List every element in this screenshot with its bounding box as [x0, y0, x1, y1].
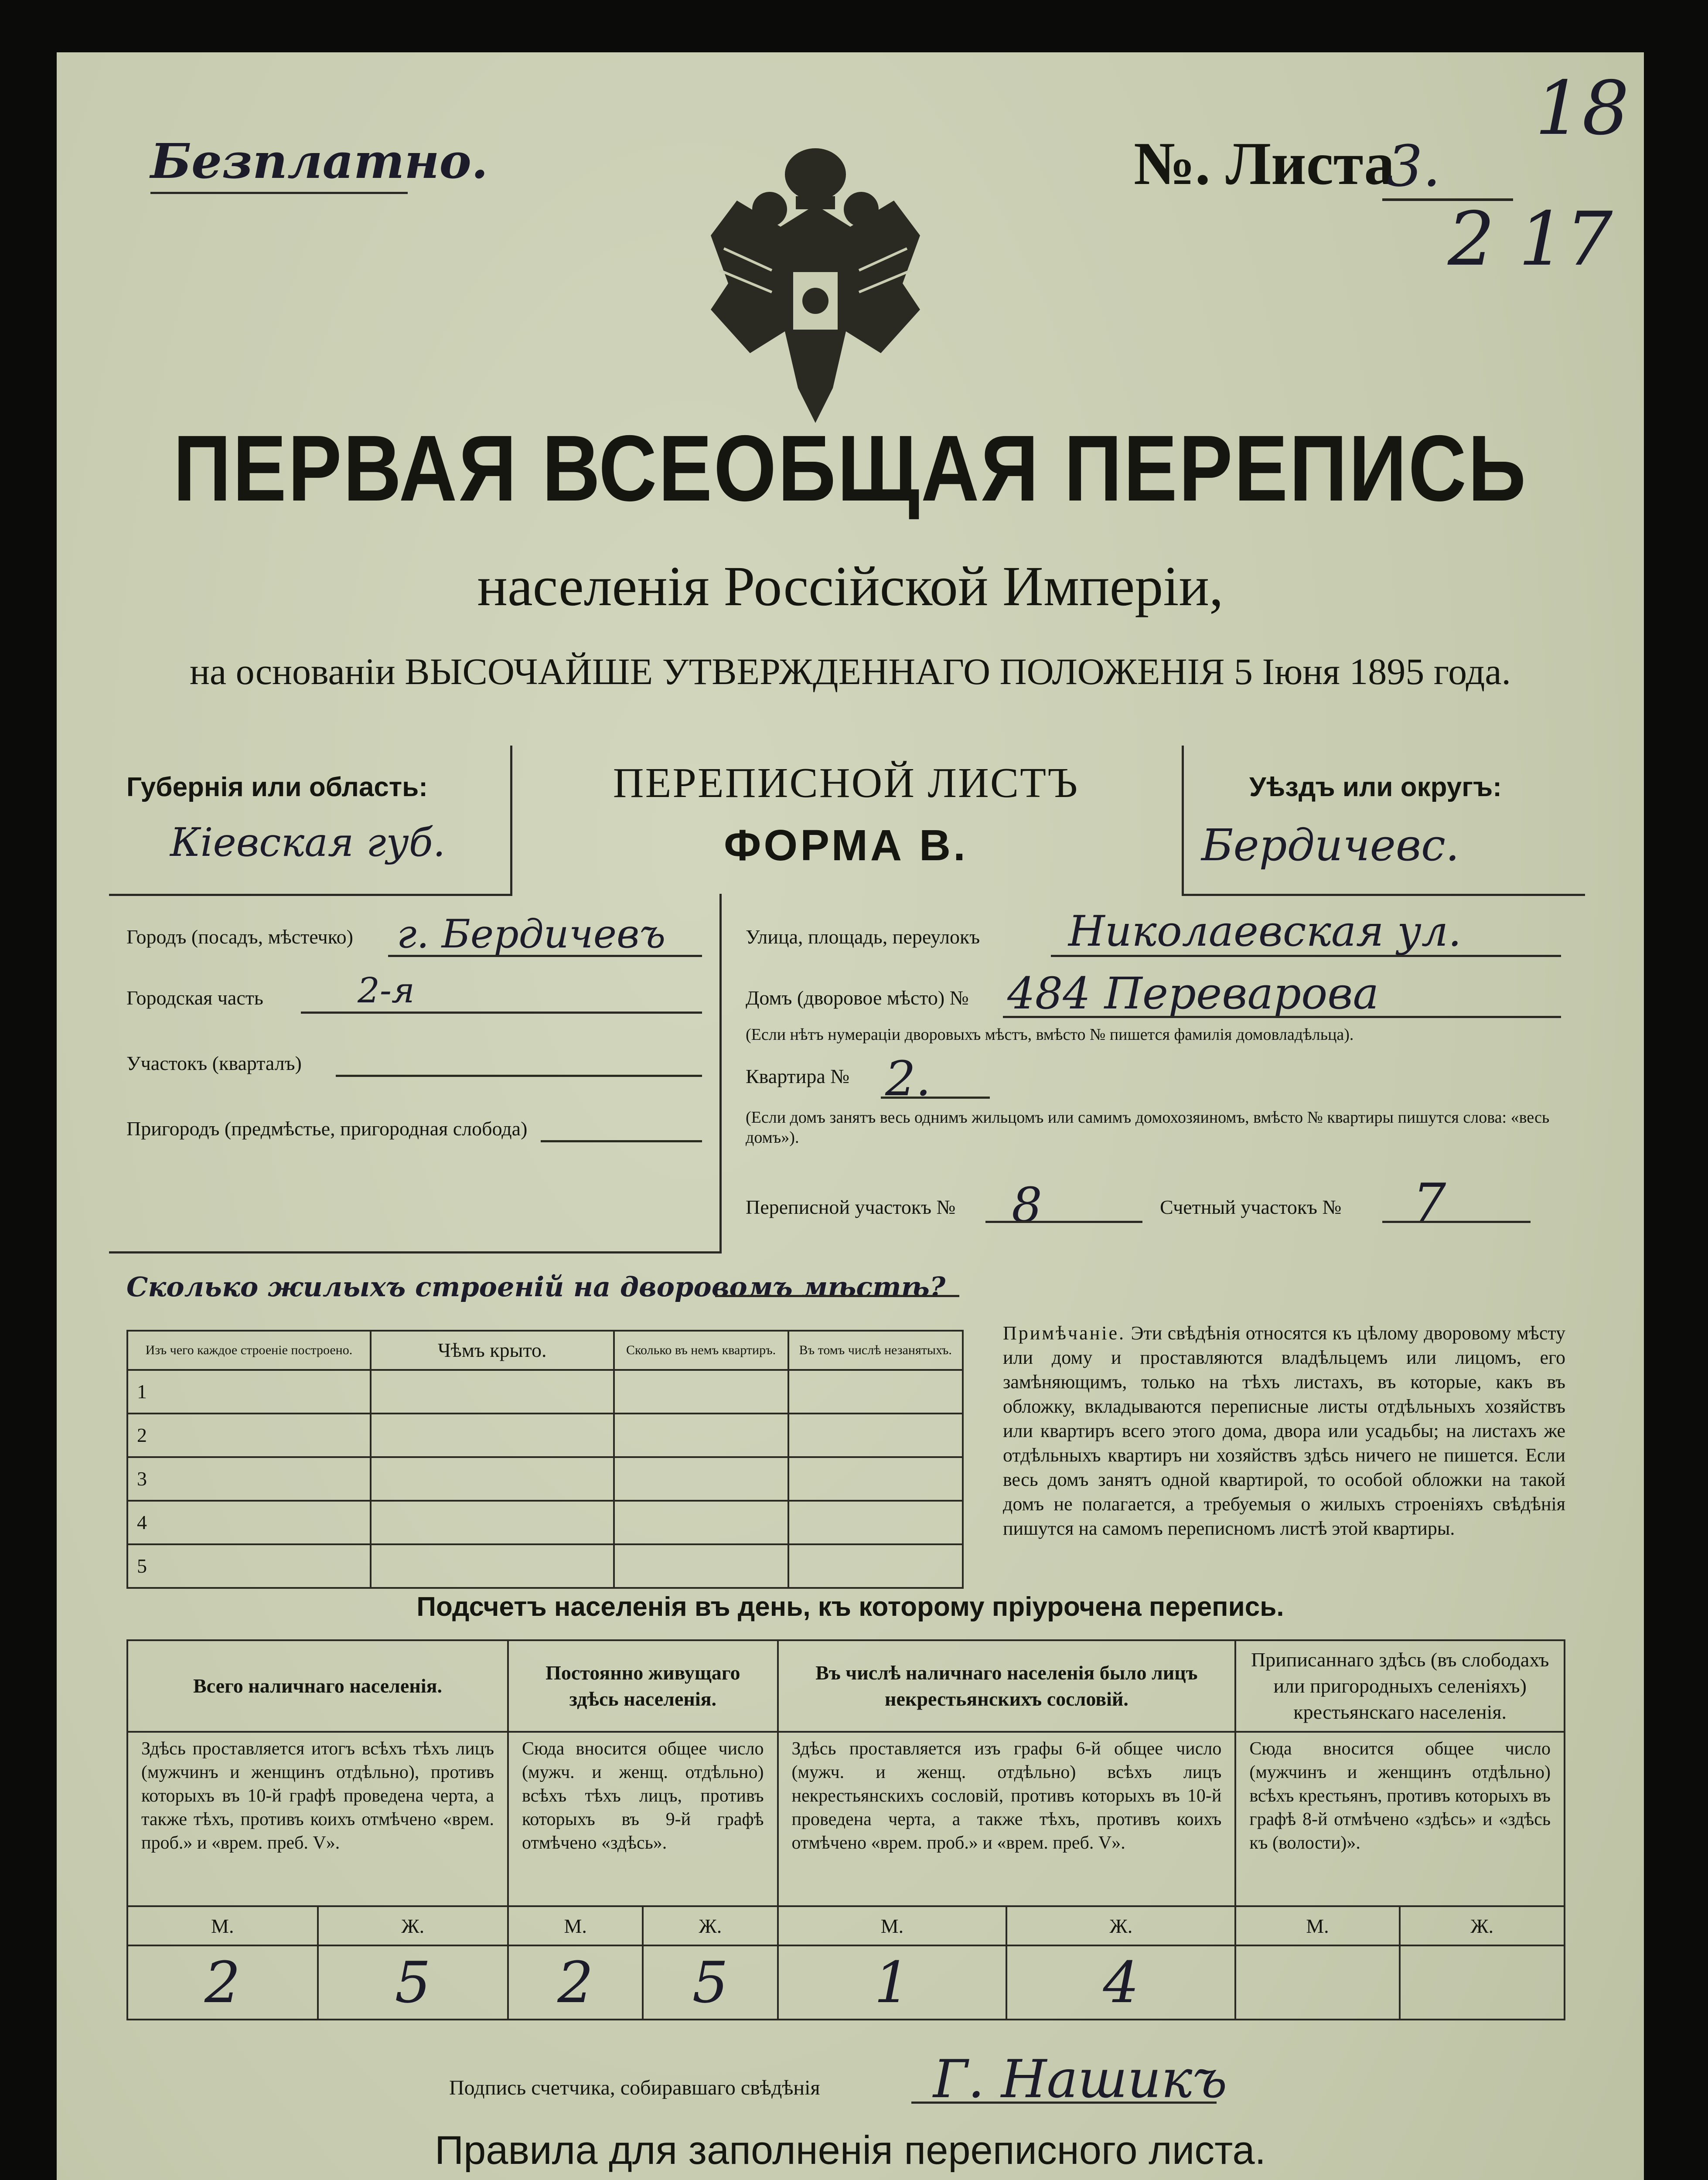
free-underline: [150, 192, 408, 194]
buildings-note-text: Эти свѣдѣнія относятся къ цѣлому дворовому мѣсту или дому и проставляются владѣльцемъ или лицомъ, его замѣняющимъ, только на тѣхъ листахъ, въ которые, какъ въ обложку, вкладываются переписные листы отдѣльныхъ хозяйствъ или квартиръ всего этого дома, двора или усадьбы; на листахъ же отдѣльныхъ квартиръ ни хозяйствъ здѣсь ничего не пишется. Если весь домъ занятъ одной квартирой, то особой обложки на такой домъ не полагается, а требуемыя о жилыхъ строеніяхъ свѣдѣнія пишутся на самомъ переписномъ листѣ этой квартиры.: [1003, 1322, 1566, 1539]
precinct-underline: [336, 1075, 702, 1077]
list-title: ПЕРЕПИСНОЙ ЛИСТЪ: [613, 760, 1079, 807]
street-value[interactable]: Николаевская ул.: [1068, 907, 1462, 956]
buildings-header-vacant: Въ томъ числѣ незанятыхъ.: [788, 1331, 963, 1370]
peasant-male-count[interactable]: [1235, 1945, 1399, 2020]
city-part-value[interactable]: 2-я: [358, 970, 415, 1011]
male-label: М.: [778, 1906, 1007, 1945]
street-underline: [1051, 955, 1561, 957]
double-headed-eagle-icon: [685, 126, 946, 432]
census-district-value[interactable]: 8: [1012, 1177, 1042, 1233]
buildings-table: [126, 1330, 964, 1589]
buildings-row-number: 5: [127, 1544, 371, 1588]
buildings-question-underline: [715, 1295, 959, 1297]
count-district-underline: [1382, 1221, 1531, 1223]
female-label: Ж.: [643, 1906, 777, 1945]
street-label: Улица, площадь, переулокъ: [746, 926, 980, 948]
population-desc-permanent: Сюда вносится общее число (мужч. и женщ. отдѣльно) всѣхъ тѣхъ лицъ, противъ которыхъ въ 9-й графѣ отмѣчено «здѣсь».: [508, 1732, 778, 1906]
guberniya-box: [109, 746, 512, 896]
total-male-count[interactable]: 2: [127, 1945, 318, 2020]
female-label: Ж.: [318, 1906, 508, 1945]
uezd-label: Уѣздъ или округъ:: [1249, 772, 1502, 802]
peasant-female-count[interactable]: [1400, 1945, 1565, 2020]
population-desc-total: Здѣсь проставляется итогъ всѣхъ тѣхъ лицъ (мужчинъ и женщинъ отдѣльно), противъ которыхъ въ 10-й графѣ проведена черта, а также тѣхъ, противъ коихъ отмѣчено «врем. проб.» и «врем. преб. V».: [127, 1732, 508, 1906]
basis-text: на основаніи ВЫСОЧАЙШЕ УТВЕРЖДЕННАГО ПОЛОЖЕНІЯ 5 Іюня 1895 года.: [189, 651, 1511, 692]
buildings-row-number: 3: [127, 1457, 371, 1501]
guberniya-label: Губернія или область:: [126, 772, 428, 802]
count-district-label: Счетный участокъ №: [1160, 1196, 1342, 1218]
house-value[interactable]: 484 Переварова: [1007, 968, 1379, 1019]
house-underline: [1003, 1016, 1561, 1018]
apartment-underline: [881, 1097, 990, 1099]
buildings-row-number: 4: [127, 1501, 371, 1544]
signature-underline: [911, 2102, 1217, 2104]
census-district-label: Переписной участокъ №: [746, 1196, 956, 1218]
permanent-female-count[interactable]: 5: [643, 1945, 777, 2020]
precinct-label: Участокъ (кварталъ): [126, 1052, 302, 1074]
total-female-count[interactable]: 5: [318, 1945, 508, 2020]
population-header-non-peasant: Въ числѣ наличнаго населенія было лицъ некрестьянскихъ сословій.: [778, 1640, 1236, 1732]
population-header-total: Всего наличнаго населенія.: [127, 1640, 508, 1732]
corner-note-1: 18: [1535, 65, 1630, 152]
buildings-header-roof: Чѣмъ крыто.: [371, 1331, 614, 1370]
male-label: М.: [508, 1906, 643, 1945]
house-note: (Если нѣтъ нумераціи дворовыхъ мѣстъ, вмѣсто № пишется фамилія домовладѣльца).: [746, 1025, 1354, 1044]
permanent-male-count[interactable]: 2: [508, 1945, 643, 2020]
population-table: [126, 1639, 1565, 2020]
population-desc-non-peasant: Здѣсь проставляется изъ графы 6-й общее число (мужч. и женщ. отдѣльно) всѣхъ лицъ некрестьянскихъ сословій, противъ которыхъ въ 10-й проведена черта, а также тѣхъ, противъ коихъ отмѣчено «врем. проб.» и «врем. преб. V».: [778, 1732, 1236, 1906]
buildings-header-material: Изъ чего каждое строеніе построено.: [127, 1331, 371, 1370]
non-peasant-female-count[interactable]: 4: [1006, 1945, 1235, 2020]
apartment-note: (Если домъ занятъ весь однимъ жильцомъ или самимъ домохозяиномъ, вмѣсто № квартиры пишутся слова: «весь домъ»).: [746, 1108, 1550, 1147]
free-label: Безплатно.: [150, 133, 488, 189]
uezd-box: [1182, 746, 1585, 896]
guberniya-value[interactable]: Кіевская губ.: [170, 820, 446, 865]
signature-value[interactable]: Г. Нашикъ: [933, 2049, 1227, 2110]
uezd-value[interactable]: Бердичевс.: [1201, 820, 1459, 871]
population-header-peasant: Приписаннаго здѣсь (въ слободахъ или пригородныхъ селеніяхъ) крестьянскаго населенія.: [1235, 1640, 1565, 1732]
city-part-label: Городская часть: [126, 987, 263, 1009]
corner-note-2: 2 17: [1448, 196, 1613, 283]
sheet-number-label: №. Листа: [1134, 130, 1395, 198]
male-label: М.: [1235, 1906, 1399, 1945]
suburb-underline: [541, 1140, 702, 1142]
population-desc-peasant: Сюда вносится общее число (мужчинъ и женщинъ отдѣльно) всѣхъ крестьянъ, противъ которыхъ въ графѣ 8-й отмѣчено «здѣсь» и «здѣсь къ (волости)».: [1235, 1732, 1565, 1906]
city-label: Городъ (посадъ, мѣстечко): [126, 926, 353, 948]
buildings-question: Сколько жилыхъ строеній на дворовомъ мѣстѣ?: [126, 1271, 946, 1303]
form-label: ФОРМА В.: [724, 821, 968, 870]
city-part-underline: [301, 1012, 702, 1014]
list-title-box: [510, 746, 1182, 894]
census-sheet: [57, 52, 1644, 2180]
population-header-permanent: Постоянно живущаго здѣсь населенія.: [508, 1640, 778, 1732]
buildings-note: [1003, 1321, 1565, 1541]
buildings-note-title: Примѣчаніе.: [1003, 1322, 1126, 1344]
rules-title: Правила для заполненія переписного листа.: [434, 2128, 1266, 2173]
female-label: Ж.: [1006, 1906, 1235, 1945]
house-label: Домъ (дворовое мѣсто) №: [746, 987, 969, 1009]
male-label: М.: [127, 1906, 318, 1945]
apartment-label: Квартира №: [746, 1065, 850, 1087]
suburb-label: Пригородъ (предмѣстье, пригородная слобода): [126, 1117, 528, 1140]
count-district-value[interactable]: 7: [1413, 1173, 1446, 1233]
non-peasant-male-count[interactable]: 1: [778, 1945, 1007, 2020]
census-district-underline: [985, 1221, 1142, 1223]
population-title: Подсчетъ населенія въ день, къ которому пріурочена перепись.: [416, 1592, 1284, 1622]
main-title: ПЕРВАЯ ВСЕОБЩАЯ ПЕРЕПИСЬ: [173, 416, 1527, 521]
buildings-row-number: 1: [127, 1370, 371, 1414]
female-label: Ж.: [1400, 1906, 1565, 1945]
city-underline: [388, 955, 702, 957]
city-value[interactable]: г. Бердичевъ: [397, 911, 666, 957]
sub-title: населенія Россійской Имперіи,: [477, 555, 1224, 618]
signature-label: Подпись счетчика, собиравшаго свѣдѣнія: [449, 2076, 820, 2099]
apartment-value[interactable]: 2.: [885, 1051, 931, 1107]
buildings-row-number: 2: [127, 1414, 371, 1457]
sheet-number-value: 3.: [1387, 133, 1441, 199]
buildings-header-apartments: Сколько въ немъ квартиръ.: [614, 1331, 788, 1370]
